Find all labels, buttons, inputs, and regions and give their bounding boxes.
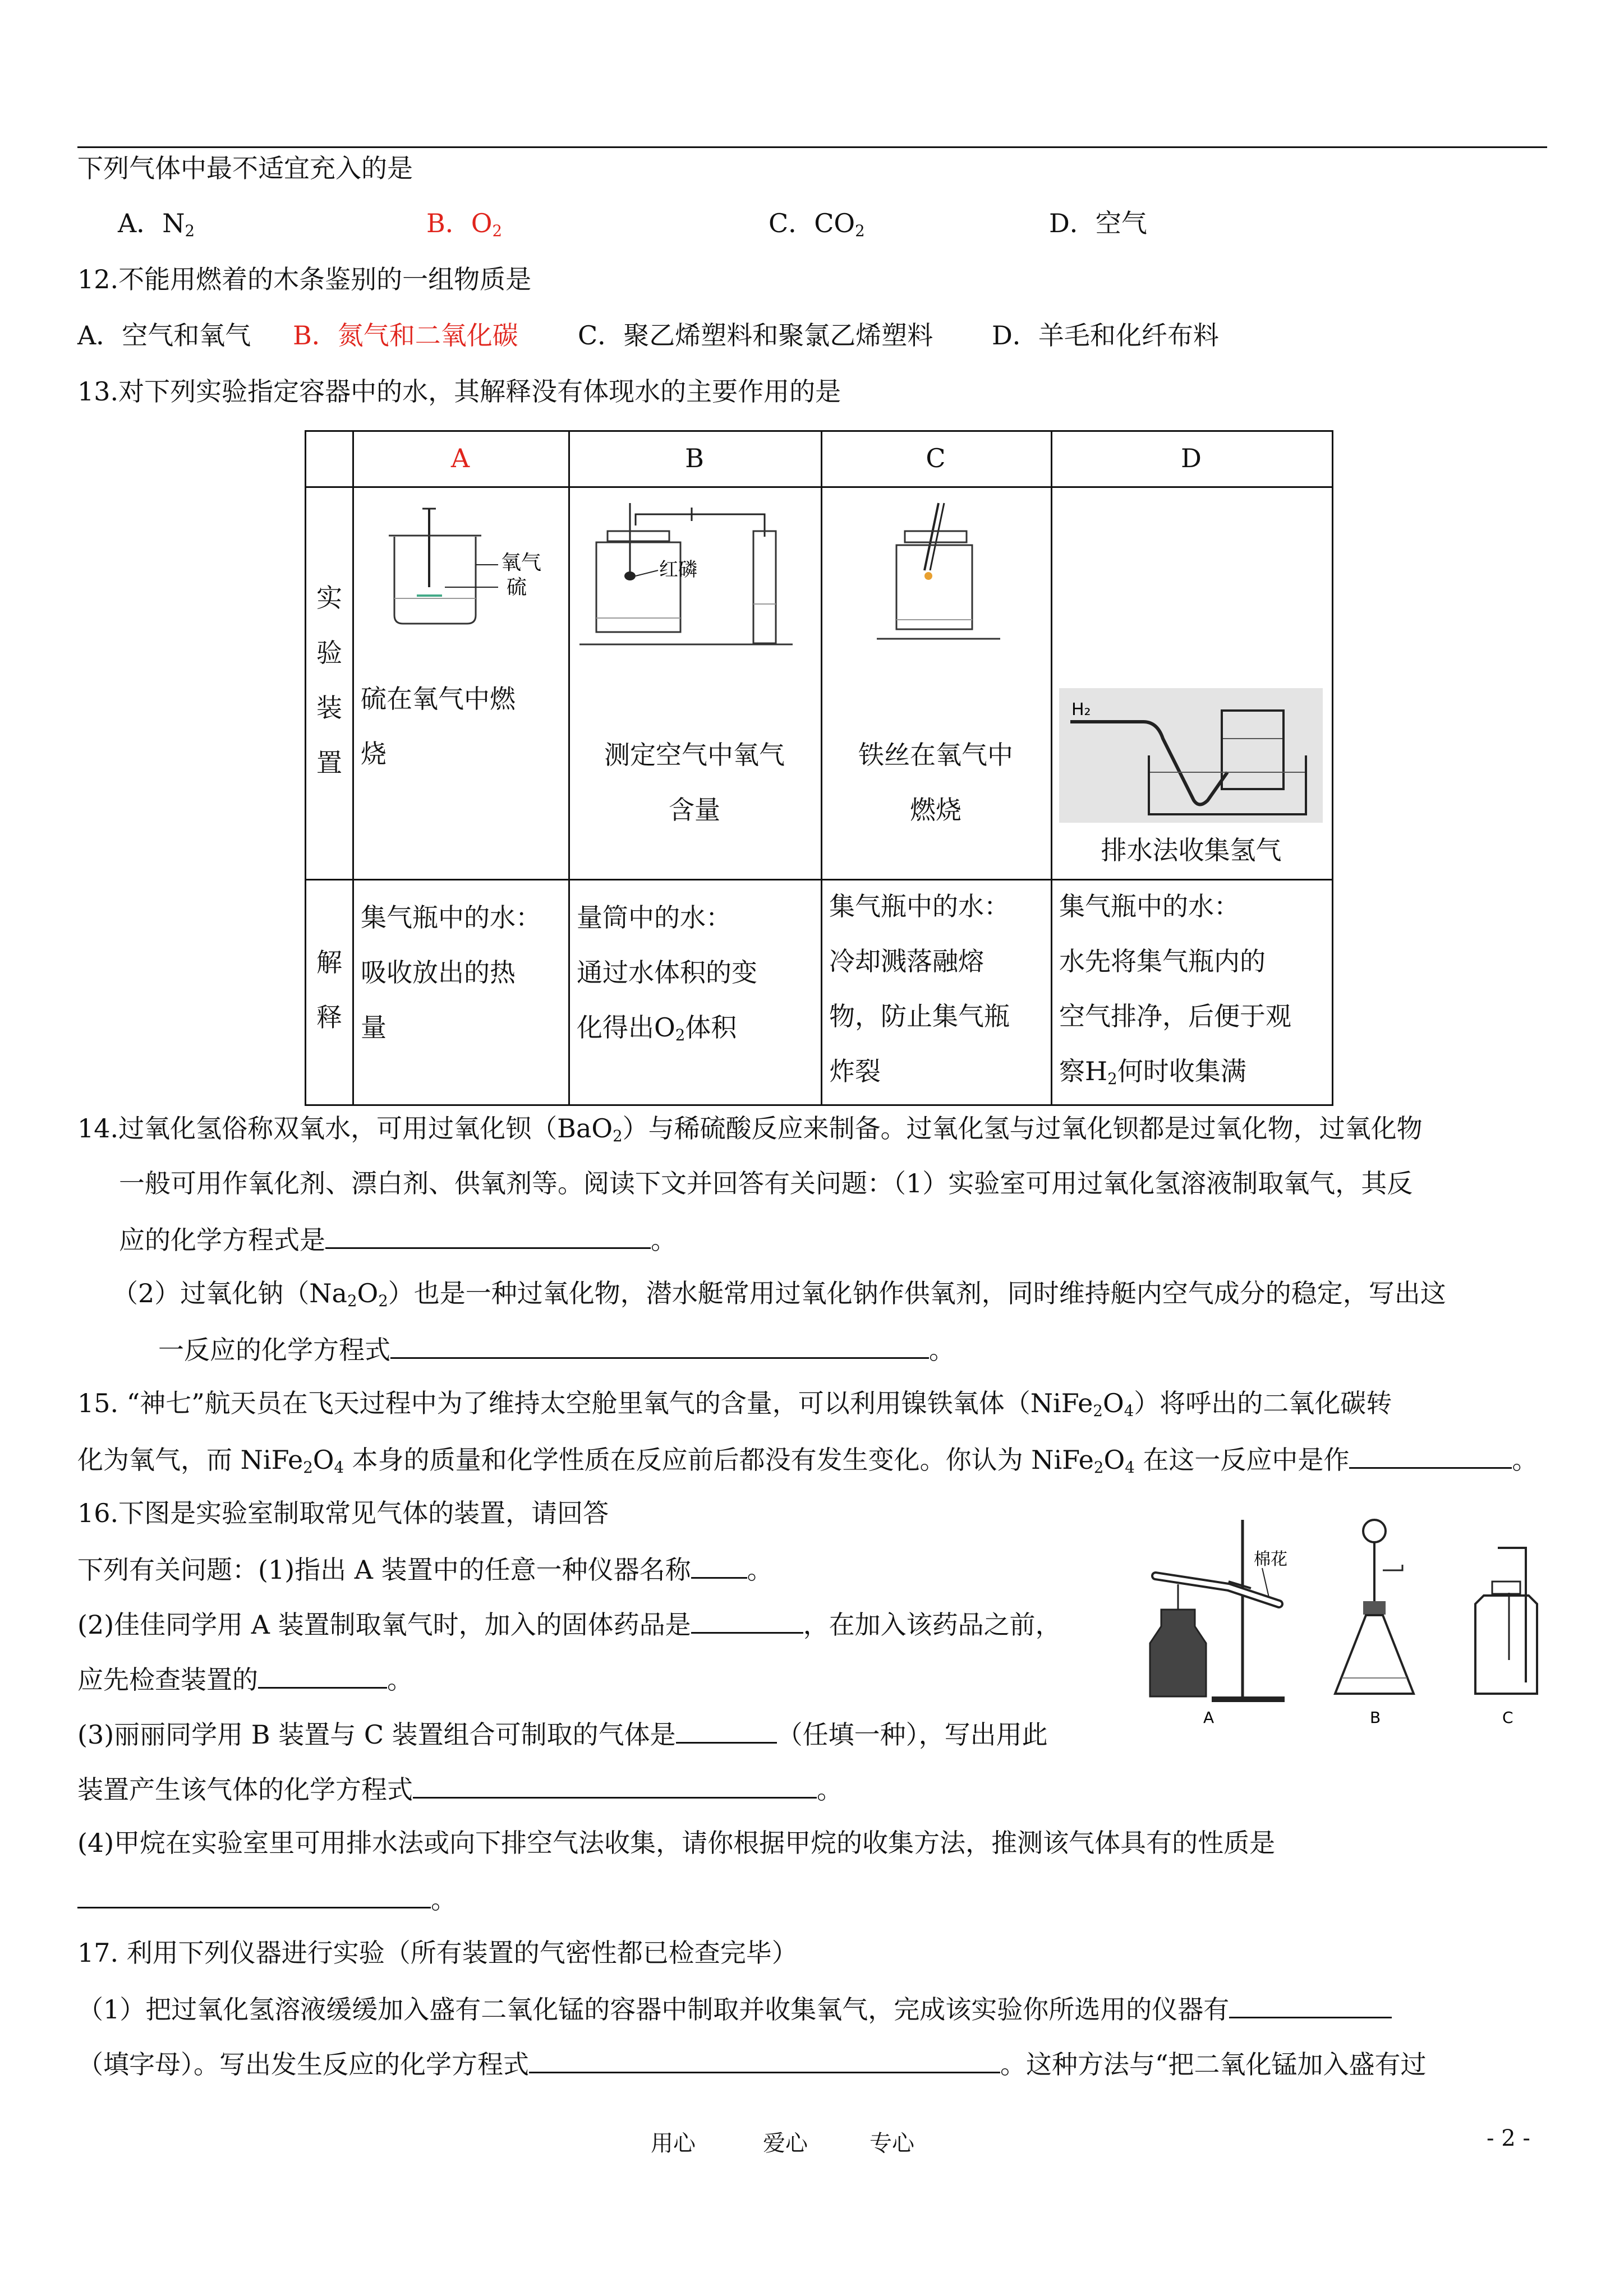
q16-fig-a-label: A [1203, 1708, 1214, 1727]
q13-fig-a-o2-label: 氧气 [501, 551, 542, 574]
q13-header-d: D [1181, 443, 1202, 473]
q13-fig-a-s-label: 硫 [507, 576, 527, 599]
q13-row-label-explain: 解 释 [316, 947, 342, 1032]
q17-answer-blank-2[interactable] [529, 2046, 1000, 2073]
q16-stem: 16.下图是实验室制取常见气体的装置，请回答 [77, 1498, 609, 1528]
q14-line4: （2）过氧化钠$(Na_2O_2)$也是一种过氧化物，潜水艇常用过氧化钠作供氧剂，同时维持艇内空气成分的稳定，写出这 [112, 1278, 1446, 1310]
q13-device-b: 测定空气中氧气 含量 [604, 740, 785, 825]
q15-line2: 化为氧气，而 $NiFe_2O_4$ 本身的质量和化学性质在反应前后都没有发生变化。你认为 $NiFe_2O_4$ 在这一反应中是作 。 [77, 1441, 1538, 1484]
q16-fig-b-label: B [1370, 1708, 1381, 1727]
q16-answer-blank-2[interactable] [691, 1606, 803, 1634]
q12-option-c[interactable]: C．聚乙烯塑料和聚氯乙烯塑料 [578, 320, 933, 351]
q16-answer-blank-4[interactable] [676, 1716, 777, 1744]
q13-row-label-device: 实 验 装 置 [316, 583, 342, 778]
q11-option-b[interactable]: B．$O_2$ [426, 208, 503, 240]
q17-answer-blank-1[interactable] [1229, 1991, 1392, 2018]
q14-line2: 一般可用作氧化剂、漂白剂、供氧剂等。阅读下文并回答有关问题：（1）实验室可用过氧化氢溶液制取氧气，其反 [119, 1168, 1413, 1198]
q13-figure-a [372, 503, 551, 649]
q16-answer-blank-5[interactable] [413, 1771, 817, 1799]
q13-figure-b [579, 492, 815, 654]
q13-device-c: 铁丝在氧气中 燃烧 [858, 740, 1013, 825]
q13-explain-d: 集气瓶中的水： 水先将集气瓶内的 空气排净，后便于观 察$H_2$何时收集满 [1059, 891, 1291, 1088]
q12-stem: 12.不能用燃着的木条鉴别的一组物质是 [77, 264, 532, 294]
q13-device-a: 硫在氧气中燃 烧 [361, 684, 516, 769]
q13-fig-d-h2-label: H₂ [1071, 700, 1091, 720]
q13-explain-b: 量筒中的水： 通过水体积的变 化得出$O_2$体积 [577, 902, 757, 1044]
q11-option-c[interactable]: C．$CO_2$ [769, 208, 865, 240]
q12-option-b[interactable]: B．氮气和二氧化碳 [293, 320, 518, 351]
footer-motto-2: 爱心 [763, 2131, 808, 2156]
footer-motto-1: 用心 [651, 2131, 696, 2156]
q12-option-a[interactable]: A．空气和氧气 [77, 320, 251, 351]
q16-p7: 。 [77, 1881, 457, 1916]
q13-explain-c: 集气瓶中的水： 冷却溅落融熔 物，防止集气瓶 炸裂 [829, 891, 1010, 1086]
q16-fig-c-label: C [1502, 1708, 1513, 1727]
q14-answer-blank-2[interactable] [390, 1331, 929, 1359]
q13-header-c: C [926, 443, 946, 473]
q14-line5: 一反应的化学方程式 。 [158, 1331, 955, 1367]
q13-header-a: A [450, 443, 470, 473]
q13-table [305, 430, 1333, 1106]
q16-answer-blank-3[interactable] [258, 1661, 387, 1689]
q16-apparatus-figure [1139, 1514, 1554, 1727]
q14-line1: 14.过氧化氢俗称双氧水，可用过氧化钡（BaO$_2$）与稀硫酸反应来制备。过氧化氢与过氧化钡都是过氧化物，过氧化物 [77, 1113, 1423, 1145]
q16-p6: (4)甲烷在实验室里可用排水法或向下排空气法收集，请你根据甲烷的收集方法，推测该气体具有的性质是 [77, 1828, 1276, 1858]
q13-device-d: 排水法收集氢气 [1101, 835, 1282, 865]
q15-answer-blank[interactable] [1349, 1441, 1512, 1469]
q16-p1: 下列有关问题：(1)指出 A 装置中的任意一种仪器名称 。 [77, 1551, 773, 1587]
q13-stem: 13.对下列实验指定容器中的水，其解释没有体现水的主要作用的是 [77, 376, 841, 407]
q17-p2: （填字母）。写出发生反应的化学方程式 。这种方法与“把二氧化锰加入盛有过 [77, 2046, 1427, 2081]
q14-line3: 应的化学方程式是 。 [119, 1221, 677, 1257]
q16-p4: (3)丽丽同学用 B 装置与 C 装置组合可制取的气体是 （任填一种），写出用此 [77, 1716, 1048, 1751]
q16-fig-cotton-label: 棉花 [1254, 1550, 1287, 1569]
q11-option-a[interactable]: A．$N_2$ [118, 208, 195, 240]
q16-answer-blank-1[interactable] [691, 1551, 747, 1579]
q11-stem: 下列气体中最不适宜充入的是 [77, 153, 413, 183]
q13-header-b: B [685, 443, 704, 473]
q11-option-d[interactable]: D．空气 [1049, 208, 1147, 238]
q12-option-d[interactable]: D．羊毛和化纤布料 [992, 320, 1219, 351]
q16-p3: 应先检查装置的 。 [77, 1661, 413, 1696]
header-rule [77, 146, 1547, 148]
q15-line1: 15. “神七”航天员在飞天过程中为了维持太空舱里氧气的含量，可以利用镍铁氧体$(NiFe_2O_4)$将呼出的二氧化碳转 [77, 1388, 1392, 1420]
q14-answer-blank-1[interactable] [325, 1221, 651, 1249]
q13-figure-c [866, 492, 1011, 649]
q13-explain-a: 集气瓶中的水： 吸收放出的热 量 [361, 902, 541, 1043]
page-number: - 2 - [1487, 2126, 1530, 2151]
q16-p5: 装置产生该气体的化学方程式 。 [77, 1771, 843, 1806]
q13-fig-b-p-label: 红磷 [659, 559, 697, 581]
q17-stem: 17. 利用下列仪器进行实验（所有装置的气密性都已检查完毕） [77, 1938, 798, 1968]
q16-p2: (2)佳佳同学用 A 装置制取氧气时，加入的固体药品是 ，在加入该药品之前， [77, 1606, 1061, 1642]
q17-p1: （1）把过氧化氢溶液缓缓加入盛有二氧化锰的容器中制取并收集氧气，完成该实验你所选用的仪器有 [77, 1991, 1392, 2026]
footer-motto-3: 专心 [869, 2131, 914, 2156]
q16-answer-blank-6[interactable] [77, 1881, 431, 1908]
q13-figure-d [1059, 688, 1323, 823]
